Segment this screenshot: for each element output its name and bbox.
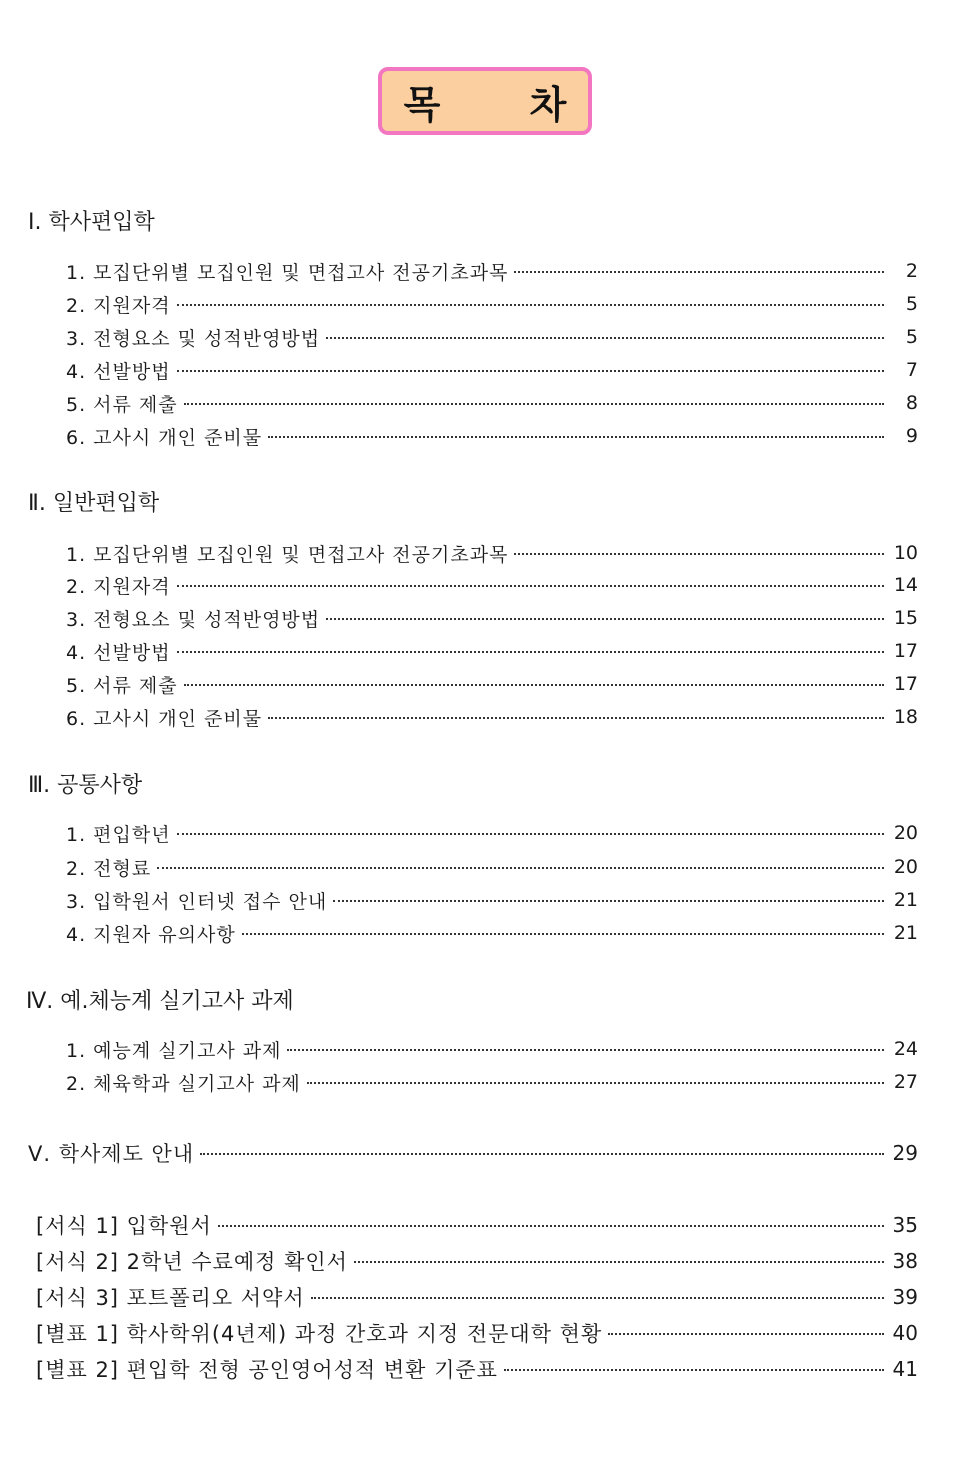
toc-entry-page: 27	[893, 1071, 918, 1093]
toc-entry-page: 21	[893, 922, 918, 944]
dot-leader	[242, 933, 884, 935]
dot-leader	[184, 403, 884, 405]
section-3-heading: Ⅲ. 공통사항	[28, 773, 143, 798]
dot-leader	[177, 370, 884, 372]
toc-entry[interactable]	[66, 852, 918, 882]
toc-entry-page: 17	[893, 673, 918, 695]
toc-entry-label: 1. 예능계 실기고사 과제	[66, 1039, 282, 1062]
toc-title-box	[378, 67, 605, 135]
toc-entry[interactable]	[66, 885, 918, 915]
dot-leader	[184, 684, 884, 686]
toc-entry-label: 2. 지원자격	[66, 575, 171, 598]
toc-entry[interactable]	[66, 818, 918, 848]
appendix-entry[interactable]	[36, 1246, 918, 1276]
section-4-heading: Ⅳ. 예.체능계 실기고사 과제	[26, 989, 294, 1014]
section-5-heading: Ⅴ. 학사제도 안내	[28, 1142, 195, 1166]
toc-entry-label: 2. 전형료	[66, 857, 152, 880]
toc-entry[interactable]	[66, 256, 918, 286]
section-5-entry[interactable]	[28, 1138, 918, 1168]
toc-entry[interactable]	[66, 702, 918, 732]
toc-entry-page: 41	[892, 1357, 918, 1381]
toc-entry-page: 20	[893, 822, 918, 844]
toc-entry-label: 1. 모집단위별 모집인원 및 면접고사 전공기초과목	[66, 261, 509, 284]
toc-entry-page: 5	[905, 326, 918, 348]
toc-entry-label: 3. 전형요소 및 성적반영방법	[66, 327, 321, 350]
appendix-entry-label: [별표 2] 편입학 전형 공인영어성적 변환 기준표	[36, 1358, 498, 1382]
toc-entry-page: 8	[905, 392, 918, 414]
toc-entry-page: 20	[893, 856, 918, 878]
toc-entry-label: 6. 고사시 개인 준비물	[66, 707, 263, 730]
toc-entry-page: 18	[893, 706, 918, 728]
dot-leader	[354, 1261, 884, 1263]
toc-entry-label: 2. 체육학과 실기고사 과제	[66, 1072, 301, 1095]
toc-entry[interactable]	[66, 669, 918, 699]
dot-leader	[326, 618, 884, 620]
toc-entry-label: 3. 전형요소 및 성적반영방법	[66, 608, 321, 631]
toc-entry-page: 39	[892, 1285, 918, 1309]
dot-leader	[177, 585, 884, 587]
toc-entry-label: 4. 지원자 유의사항	[66, 923, 236, 946]
toc-entry-page: 24	[893, 1038, 918, 1060]
dot-leader	[333, 900, 884, 902]
dot-leader	[307, 1082, 884, 1084]
toc-entry[interactable]	[66, 388, 918, 418]
toc-entry[interactable]	[66, 421, 918, 451]
toc-entry-label: 6. 고사시 개인 준비물	[66, 426, 263, 449]
dot-leader	[177, 651, 884, 653]
toc-entry-page: 40	[892, 1321, 918, 1345]
toc-entry[interactable]	[66, 1034, 918, 1064]
toc-entry-page: 9	[905, 425, 918, 447]
toc-entry-page: 17	[893, 640, 918, 662]
dot-leader	[177, 833, 884, 835]
toc-entry-label: 5. 서류 제출	[66, 393, 178, 416]
appendix-entry[interactable]	[36, 1210, 918, 1240]
section-2-heading: Ⅱ. 일반편입학	[28, 491, 160, 516]
toc-entry[interactable]	[66, 570, 918, 600]
appendix-entry-label: [서식 3] 포트폴리오 서약서	[36, 1286, 305, 1310]
appendix-entry-label: [서식 2] 2학년 수료예정 확인서	[36, 1250, 348, 1274]
dot-leader	[514, 553, 884, 555]
appendix-entry-label: [서식 1] 입학원서	[36, 1214, 212, 1238]
toc-entry-label: 1. 편입학년	[66, 823, 171, 846]
toc-entry[interactable]	[66, 918, 918, 948]
toc-entry[interactable]	[66, 1067, 918, 1097]
toc-entry-page: 21	[893, 889, 918, 911]
toc-entry-page: 2	[905, 260, 918, 282]
toc-entry-page: 35	[892, 1213, 918, 1237]
dot-leader	[326, 337, 884, 339]
toc-entry-page: 5	[905, 293, 918, 315]
toc-entry[interactable]	[66, 538, 918, 568]
toc-entry[interactable]	[66, 636, 918, 666]
toc-entry-page: 38	[892, 1249, 918, 1273]
toc-entry[interactable]	[66, 322, 918, 352]
toc-entry-page: 7	[905, 359, 918, 381]
dot-leader	[514, 271, 884, 273]
toc-entry[interactable]	[66, 355, 918, 385]
toc-entry-page: 10	[893, 542, 918, 564]
dot-leader	[287, 1049, 884, 1051]
dot-leader	[268, 717, 884, 719]
toc-entry-label: 1. 모집단위별 모집인원 및 면접고사 전공기초과목	[66, 543, 509, 566]
appendix-entry[interactable]	[36, 1318, 918, 1348]
dot-leader	[218, 1225, 884, 1227]
toc-entry[interactable]	[66, 289, 918, 319]
dot-leader	[504, 1369, 884, 1371]
toc-entry-label: 2. 지원자격	[66, 294, 171, 317]
appendix-entry[interactable]	[36, 1282, 918, 1312]
dot-leader	[268, 436, 884, 438]
toc-entry-page: 15	[893, 607, 918, 629]
toc-entry-label: 4. 선발방법	[66, 641, 171, 664]
dot-leader	[157, 867, 884, 869]
toc-entry-label: 3. 입학원서 인터넷 접수 안내	[66, 890, 328, 913]
dot-leader	[177, 304, 884, 306]
appendix-entry-label: [별표 1] 학사학위(4년제) 과정 간호과 지정 전문대학 현황	[36, 1322, 603, 1346]
toc-entry-label: 4. 선발방법	[66, 360, 171, 383]
section-1-heading: Ⅰ. 학사편입학	[28, 210, 155, 235]
appendix-entry[interactable]	[36, 1354, 918, 1384]
dot-leader	[311, 1297, 884, 1299]
toc-entry[interactable]	[66, 603, 918, 633]
toc-entry-label: 5. 서류 제출	[66, 674, 178, 697]
dot-leader	[200, 1153, 884, 1155]
toc-entry-page: 14	[893, 574, 918, 596]
toc-entry-page: 29	[892, 1141, 918, 1165]
dot-leader	[608, 1333, 884, 1335]
toc-title: 목 차	[403, 82, 605, 127]
